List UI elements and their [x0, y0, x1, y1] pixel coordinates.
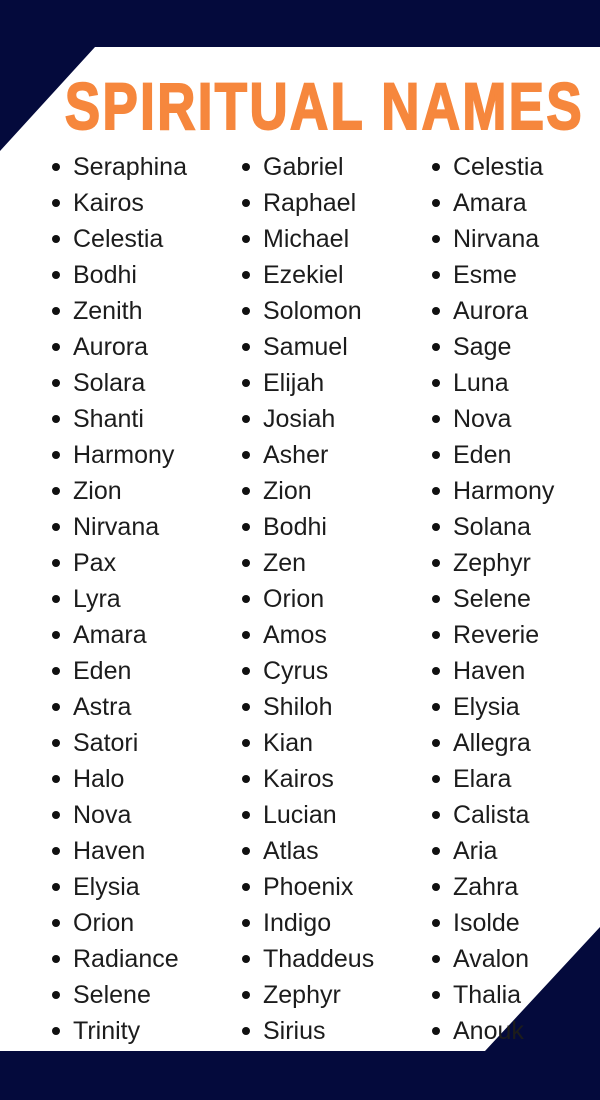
- name-item: Amara: [432, 185, 600, 221]
- name-item: Aria: [432, 833, 600, 869]
- name-item: Celestia: [52, 221, 242, 257]
- name-item: Zephyr: [432, 545, 600, 581]
- name-column-1: [52, 149, 242, 1049]
- name-item: Solana: [432, 509, 600, 545]
- name-item: Nirvana: [432, 221, 600, 257]
- name-item: Astra: [52, 689, 242, 725]
- name-item: Kairos: [52, 185, 242, 221]
- name-item: Trinity: [52, 1013, 242, 1049]
- name-item: Sage: [432, 329, 600, 365]
- name-column-2: [242, 149, 432, 1049]
- name-item: Eden: [52, 653, 242, 689]
- name-item: Gabriel: [242, 149, 432, 185]
- name-item: Phoenix: [242, 869, 432, 905]
- name-item: Zephyr: [242, 977, 432, 1013]
- name-item: Thaddeus: [242, 941, 432, 977]
- name-item: Michael: [242, 221, 432, 257]
- name-item: Bodhi: [242, 509, 432, 545]
- name-item: Sirius: [242, 1013, 432, 1049]
- name-item: Zion: [52, 473, 242, 509]
- name-item: Nirvana: [52, 509, 242, 545]
- name-item: Thalia: [432, 977, 600, 1013]
- name-item: Pax: [52, 545, 242, 581]
- name-item: Eden: [432, 437, 600, 473]
- name-item: Haven: [52, 833, 242, 869]
- name-item: Isolde: [432, 905, 600, 941]
- page-title-text: SPIRITUAL NAMES: [64, 69, 584, 143]
- name-item: Radiance: [52, 941, 242, 977]
- name-item: Reverie: [432, 617, 600, 653]
- name-item: Seraphina: [52, 149, 242, 185]
- name-item: Orion: [242, 581, 432, 617]
- name-item: Shanti: [52, 401, 242, 437]
- name-item: Zion: [242, 473, 432, 509]
- name-item: Harmony: [52, 437, 242, 473]
- name-item: Atlas: [242, 833, 432, 869]
- name-item: Selene: [52, 977, 242, 1013]
- name-item: Samuel: [242, 329, 432, 365]
- name-item: Solomon: [242, 293, 432, 329]
- name-item: Kian: [242, 725, 432, 761]
- name-item: Avalon: [432, 941, 600, 977]
- name-item: Solara: [52, 365, 242, 401]
- name-item: Haven: [432, 653, 600, 689]
- name-item: Satori: [52, 725, 242, 761]
- name-item: Lucian: [242, 797, 432, 833]
- name-item: Zahra: [432, 869, 600, 905]
- name-item: Nova: [432, 401, 600, 437]
- name-item: Allegra: [432, 725, 600, 761]
- name-item: Ezekiel: [242, 257, 432, 293]
- name-item: Raphael: [242, 185, 432, 221]
- name-item: Indigo: [242, 905, 432, 941]
- name-item: Aurora: [432, 293, 600, 329]
- name-item: Josiah: [242, 401, 432, 437]
- name-item: Halo: [52, 761, 242, 797]
- name-item: Elysia: [52, 869, 242, 905]
- name-item: Harmony: [432, 473, 600, 509]
- name-item: Elijah: [242, 365, 432, 401]
- name-item: Zen: [242, 545, 432, 581]
- name-item: Esme: [432, 257, 600, 293]
- name-item: Kairos: [242, 761, 432, 797]
- name-item: Orion: [52, 905, 242, 941]
- name-item: Aurora: [52, 329, 242, 365]
- name-item: Nova: [52, 797, 242, 833]
- name-item: Elara: [432, 761, 600, 797]
- name-columns: [52, 149, 600, 1049]
- name-item: Calista: [432, 797, 600, 833]
- name-item: Amos: [242, 617, 432, 653]
- name-item: Selene: [432, 581, 600, 617]
- name-column-3: [432, 149, 600, 1049]
- name-item: Cyrus: [242, 653, 432, 689]
- name-item: Amara: [52, 617, 242, 653]
- name-item: Anouk: [432, 1013, 600, 1049]
- name-item: Zenith: [52, 293, 242, 329]
- name-item: Asher: [242, 437, 432, 473]
- name-item: Elysia: [432, 689, 600, 725]
- page-title: [0, 69, 600, 143]
- name-item: Bodhi: [52, 257, 242, 293]
- name-item: Celestia: [432, 149, 600, 185]
- name-item: Shiloh: [242, 689, 432, 725]
- name-item: Lyra: [52, 581, 242, 617]
- name-item: Luna: [432, 365, 600, 401]
